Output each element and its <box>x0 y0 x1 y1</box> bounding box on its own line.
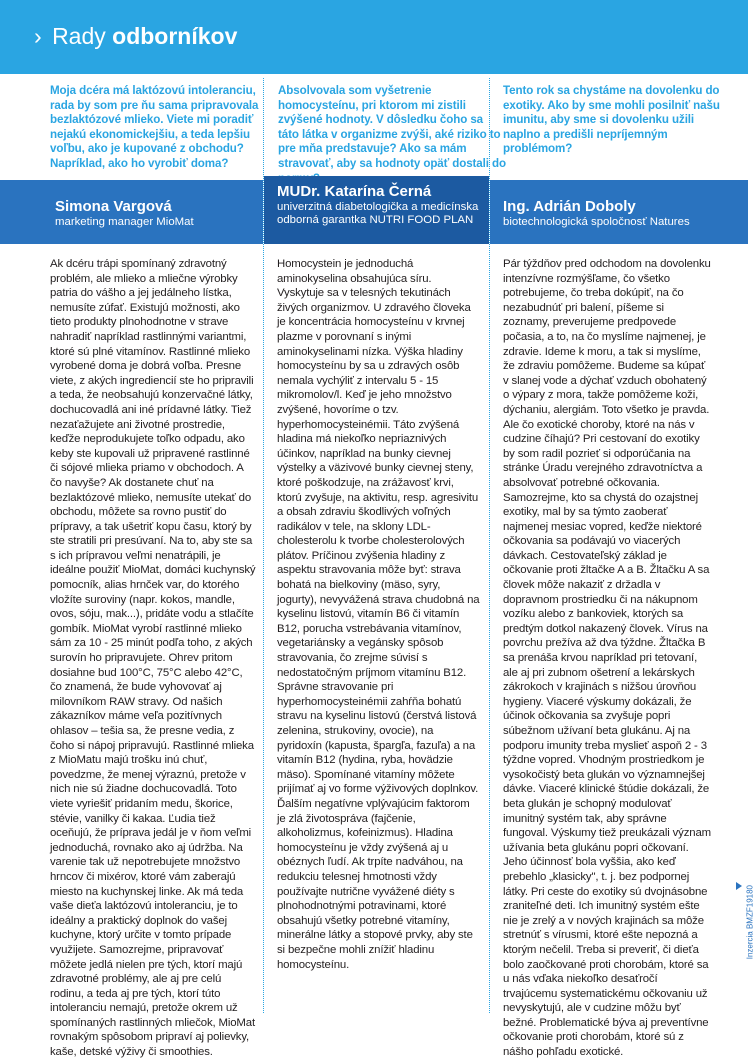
expert-role: biotechnologická spoločnosť Natures <box>503 216 690 228</box>
expert-name: Simona Vargová <box>55 198 172 215</box>
answer-3: Pár týždňov pred odchodom na dovolenku intenzívne rozmýšľame, čo všetko potrebujeme, čo treba dokúpiť, na čo nezabudnúť pri balení, píšeme si zoznamy, preverujeme predpovede počasia, a to, na čo myslíme najmenej, je zdravie. Ideme k moru, a tak si myslíme, že zdraviu pomôžeme. Budeme sa kúpať v slanej vode a dýchať vzduch obohatený o výpary z mora, takže pomôžeme koži, dýchaniu, alergiám. Toto všetko je pravda. Ale čo exotické choroby, ktoré na nás v cudzine číhajú? Pri cestovaní do exotiky by som radil pozrieť si odporúčania na stránke Úradu verejného zdravotníctva a absolvovať potrebné očkovania. Samozrejme, kto sa chystá do ozajstnej exotiky, mal by sa týmto zaoberať najmenej mesiac vopred, keďže niektoré očkovania sa podávajú vo viacerých dávkach. Cestovateľský základ je očkovanie proti žltačke A a B. Žltačku A sa človek môže nakaziť z držadla v dopravnom prostriedku či na nákupnom vozíku alebo z bankoviek, ktorých sa predtým dotkol nakazený človek. Vírus na povrchu prežíva až dva týždne. Žltačka B sa prenáša krvou napríklad pri tetovaní, ale aj pri zubnom ošetrení a lekárskych zákrokoch v krajinách s nižšou úrovňou hygieny. Viaceré výskumy dokázali, že účinok očkovania sa zvyšuje popri súbežnom užívaní beta glukánu. Aj na podporu imunity treba myslieť aspoň 2 - 3 týždne vopred. Vhodným prostriedkom je vysokočistý beta glukán vo významnejšej dávke. Viaceré klinické štúdie dokázali, že beta glukán je schopný modulovať imunitný systém tak, aby správne fungoval. Výskumy tiež preukázali význam užívania beta glukánu popri očkovaní. Jeho účinnosť bola vyššia, ako keď prebehlo „klasicky", t. j. bez podpornej látky. Pri ceste do exotiky sú dvojnásobne zraniteľné deti. Ich imunitný systém ešte nie je zrelý a v nových krajinách sa môže stretnúť s vírusmi, ktoré ešte nepozná a ktorým nečelil. Treba si preveriť, či dieťa bolo zaočkované proti chorobám, ktoré sa u nás vďaka niekoľko desaťročí trvajúcemu systematickému očkovaniu už nevyskytujú, ale v cudzine môžu byť bežné. Problematické býva aj preventívne očkovanie proti chorobám, ktoré sú z nášho pohľadu exotické. <box>503 258 711 1059</box>
section-title-bold: odborníkov <box>112 23 238 49</box>
answer-1: Ak dcéru trápi spomínaný zdravotný problém, ale mlieko a mliečne výrobky patria do vášho a jej jedálneho lístka, nemusíte zúfať. Existujú možnosti, ako tieto produkty plnohodnotne v strave nahradiť napríklad rastlinnými variantmi, ktoré sú plné vitamínov. Rastlinné mlieko vyrobené doma je dobrá voľba. Presne viete, z akých ingrediencií ste ho pripravili a teda, že neobsahujú konzervačné látky, dochucovadlá ani iné prídavné látky. Tiež nezaťažujete ani životné prostredie, keďže neprodukujete toľko odpadu, ako keby ste kupovali už pripravené rastlinné či sójové mlieka priamo v obchodoch. A čo navyše? Ak dostanete chuť na bezlaktózové mlieko, nemusíte utekať do obchodu, môžete sa rovno pustiť do prípravy, a tak ušetriť kopu času, ktorý by ste stratili pri presúvaní. Na to, aby ste sa s ich prípravou veľmi nenatrápili, je ideálne použiť MioMat, domáci kuchynský pomocník, alias hrnček var, do ktorého vložíte suroviny (napr. kokos, mandle, ovos, sóju, mak...), pridáte vodu a stlačíte gombík. MioMat vyrobí rastlinné mlieko sám za 10 - 25 minút podľa toho, z akých surovín ho pripravujete. Ohrev pritom dosiahne bud 100°C, 75°C alebo 42°C, čo znamená, že bude vyhovovať aj milovníkom RAW stravy. Od našich zákazníkov máme veľa pozitívnych ohlasov – tešia sa, že presne vedia, z čoho si nápoj pripravujú. Rastlinné mlieka z MioMatu majú trošku inú chuť, povedzme, že menej výraznú, pretože v nich nie sú žiadne dochucovadlá. Toto viete vyriešiť pridaním medu, škorice, stévie, vanilky či kakaa. Ľudia tiež oceňujú, že príprava jedál je v ňom veľmi jednoduchá, rovnako ako aj údržba. Na varenie tak už nepotrebujete množstvo hrncov či mixérov, ktoré vám zaberajú miesto na kuchynskej linke. Ak má teda vaše dieťa laktózovú intoleranciu, je to ideálny a praktický doplnok do vašej kuchyne, ktorý určite v tomto prípade využijete. Samozrejme, pripravovať môžete jedlá nielen pre tých, ktorí majú zdravotné problémy, ale aj pre celú rodinu, a teda aj pre tých, ktorí túto intoleranciu nemajú, pretože okrem už spomínaných rastlinných mliečok, MioMat rovnakým spôsobom pripraví aj polievky, kaše, detské výživy či smoothies. <box>50 258 256 1059</box>
expert-1 <box>55 197 255 229</box>
expert-role: marketing manager MioMat <box>55 216 194 228</box>
answer-2: Homocystein je jednoduchá aminokyselina obsahujúca síru. Vyskytuje sa v telesných tekutinách živých organizmov. U zdravého človeka je koncentrácia homocysteínu v krvnej plazme v porovnaní s inými aminokyselinami nízka. Výška hladiny homocysteínu by sa u zdravých osôb nemala vychýliť z intervalu 5 - 15 mikromolov/l. Keď je jeho množstvo zvýšené, hovoríme o tzv. hyperhomocysteinémii. Táto zvýšená hladina má niekoľko nepriaznivých účinkov, napríklad na bunky cievnej výstelky a väzivové bunky cievnej steny, ktoré poškodzuje, na zrážavosť krvi, ktorú zvyšuje, na aktivitu, resp. agresivitu a obsah zdraviu škodlivých voľných radikálov v tele, na sklony LDL-cholesterolu k tvorbe cholesterolových plátov. Príčinou zvýšenia hladiny z aspektu stravovania môže byť: strava bohatá na bielkoviny (mäso, syry, jogurty), nevyvážená strava chudobná na kyselinu listovú, vitamín B6 či vitamín B12, porucha vstrebávania vitamínov, vegetariánsky a vegánsky spôsob stravovania, čo zrejme súvisí s nedostatočným príjmom vitamínu B12. Správne stravovanie pri hyperhomocysteinémii zahŕňa bohatú stravu na kyselinu listovú (čerstvá listová zelenina, strukoviny, ovocie), na pyridoxín (kapusta, špargľa, fazuľa) a na vitamín B12 (hydina, ryba, hovädzie mäso). Spomínané vitamíny môžete prijímať aj vo forme výživových doplnkov. Ďalším negatívne vplývajúcim faktorom je zlá životospráva (fajčenie, alkoholizmus, kofeinizmus). Hladina homocysteínu je vždy zvýšená aj u obéznych ľudí. Ak trpíte nadváhou, na redukciu telesnej hmotnosti vždy používajte nutrične vyvážené diéty s plnohodnotnými potravinami, ktoré obsahujú všetky potrebné vitamíny, minerálne látky a stopové prvky, aby ste si bezpečne mohli znížiť hladinu homocysteínu. <box>277 258 480 971</box>
section-title <box>34 22 237 50</box>
question-3: Tento rok sa chystáme na dovolenku do exotiky. Ako by sme mohli posilniť našu imunitu, aby sme si dovolenku užili naplno a predišli nepríjemným problémom? <box>503 84 720 156</box>
header-bar <box>0 0 748 74</box>
expert-2 <box>277 182 483 227</box>
arrow-right-icon <box>736 882 742 890</box>
expert-3 <box>503 197 733 229</box>
expert-role: univerzitná diabetologička a medicínska odborná garantka NUTRI FOOD PLAN <box>277 201 479 226</box>
chevron-right-icon: › <box>34 23 42 49</box>
question-2: Absolvovala som vyšetrenie homocysteínu, pri ktorom mi zistili zvýšené hodnoty. V dôsledku čoho sa táto látka v organizme zvýši, aké riziko to pre mňa predstavuje? Ako sa mám stravovať, aby sa hodnoty opäť dostali do <box>278 84 506 170</box>
ad-marker: Inzercia BMZF19180 <box>745 885 754 960</box>
expert-name: Ing. Adrián Doboly <box>503 198 636 215</box>
question-1: Moja dcéra má laktózovú intoleranciu, rada by som pre ňu sama pripravovala bezlaktózové mlieko. Viete mi poradiť nejakú ekonomickejšiu, a teda lepšiu voľbu, ako je kupované z obchodu? Napríklad, ako ho vyrobiť doma? <box>50 84 259 170</box>
section-title-light: Rady <box>52 23 106 49</box>
expert-name: MUDr. Katarína Černá <box>277 183 432 200</box>
